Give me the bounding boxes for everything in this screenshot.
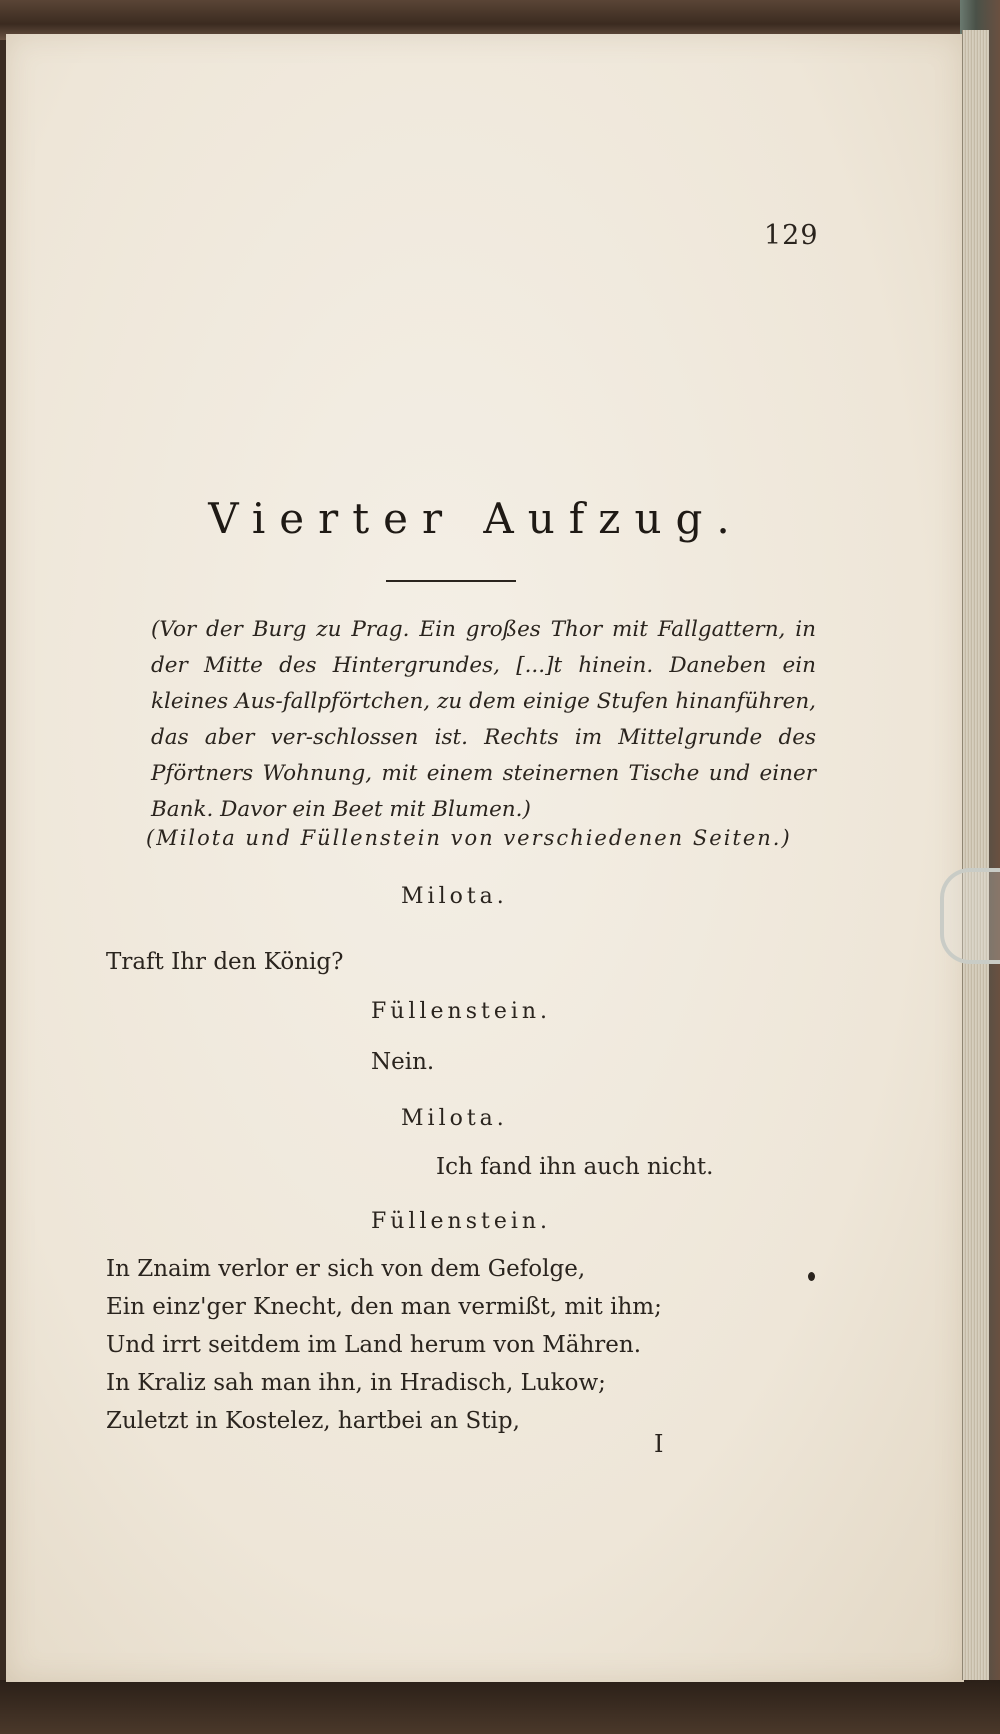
book-cover-bottom bbox=[0, 1680, 1000, 1734]
verse-line: In Kraliz sah man ihn, in Hradisch, Lukow; bbox=[106, 1370, 606, 1396]
ink-spot bbox=[808, 1272, 815, 1281]
speaker-name: Füllenstein. bbox=[371, 999, 552, 1024]
catchword: I bbox=[654, 1430, 664, 1458]
verse-block bbox=[106, 1250, 826, 1440]
act-title: Vierter Aufzug. bbox=[208, 494, 744, 543]
paper-clip bbox=[940, 868, 1000, 964]
speaker-name: Milota. bbox=[401, 1106, 508, 1131]
title-rule bbox=[386, 580, 516, 582]
verse-line: Zuletzt in Kostelez, hartbei an Stip, bbox=[106, 1408, 520, 1434]
verse-line: In Znaim verlor er sich von dem Gefolge, bbox=[106, 1256, 586, 1282]
dialogue-line: Nein. bbox=[371, 1049, 435, 1075]
dialogue-line: Ich fand ihn auch nicht. bbox=[436, 1154, 714, 1180]
dialogue-line: Traft Ihr den König? bbox=[106, 949, 344, 975]
book-page bbox=[6, 34, 964, 1682]
entry-direction: (Milota und Füllenstein von verschiedenen Seiten.) bbox=[146, 826, 792, 850]
page-number: 129 bbox=[764, 220, 819, 251]
speaker-name: Milota. bbox=[401, 884, 508, 909]
page-edges bbox=[962, 30, 989, 1680]
verse-line: Ein einz'ger Knecht, den man vermißt, mit ihm; bbox=[106, 1294, 662, 1320]
speaker-name: Füllenstein. bbox=[371, 1209, 552, 1234]
stage-direction: (Vor der Burg zu Prag. Ein großes Thor mit Fallgattern, in der Mitte des Hintergrundes, [...]t hinein. Daneben ein kleines Aus-fallpförtchen, zu dem einige Stufen hinanführen, das aber ver-schlossen ist. Rechts im Mittelgrunde des Pförtners Wohnung, mit einem steinernen Tische und einer Bank. Davor ein Beet mit Blumen.) bbox=[151, 617, 816, 822]
verse-line: Und irrt seitdem im Land herum von Mähren. bbox=[106, 1332, 642, 1358]
